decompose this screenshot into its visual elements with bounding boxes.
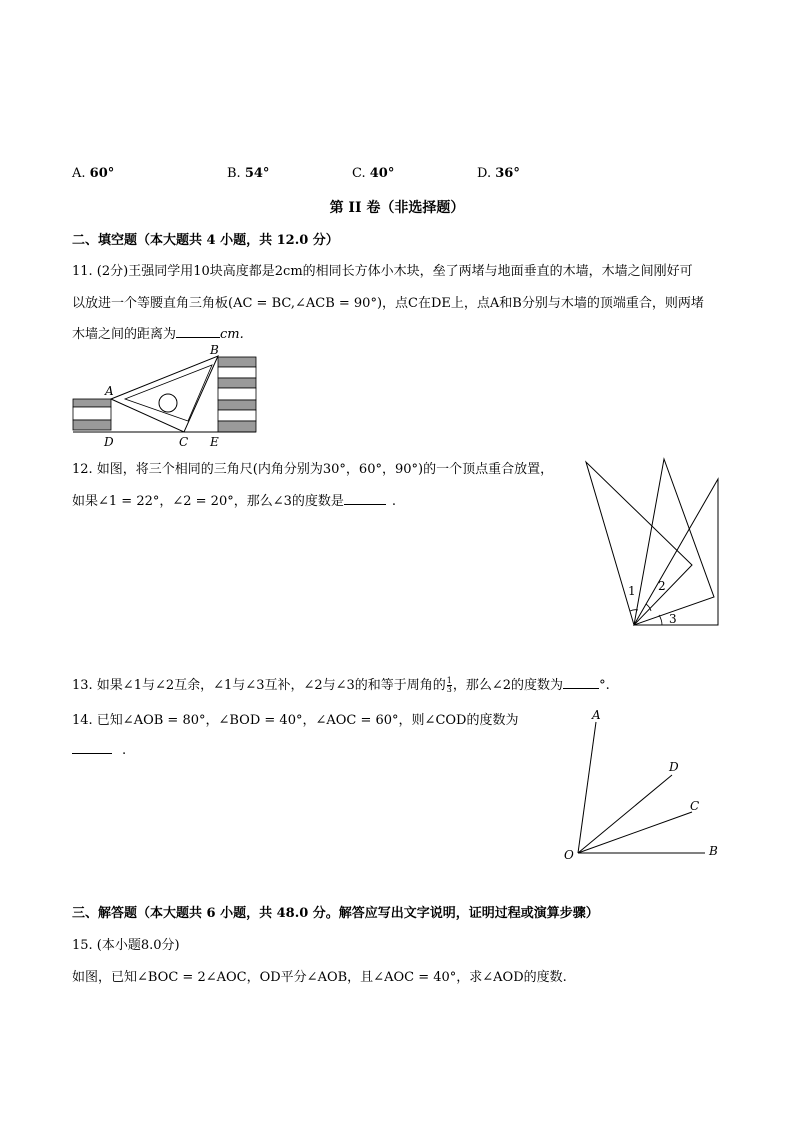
option-d-letter: D.	[477, 166, 492, 181]
option-c	[352, 166, 394, 181]
q14-line2-post: .	[122, 743, 127, 758]
label-d: D	[104, 435, 114, 449]
angle3-label: 3	[669, 612, 677, 626]
option-a-letter: A.	[72, 166, 86, 181]
q15-line2: 如图，已知∠BOC = 2∠AOC，OD平分∠AOB，且∠AOC = 40°，求∠AOD的度数.	[72, 970, 567, 985]
option-b	[227, 166, 269, 181]
label-b: B	[210, 343, 219, 357]
q11-line3-post: cm.	[220, 327, 244, 342]
label-a: A	[105, 384, 114, 398]
option-b-value: 54°	[244, 166, 270, 181]
label-c: C	[690, 799, 700, 813]
q14-figure	[555, 700, 735, 870]
section2-header: 二、填空题（本大题共 4 小题，共 12.0 分）	[72, 233, 339, 248]
q11-line3-pre: 木墙之间的距离为	[72, 327, 177, 342]
ray-od	[578, 775, 672, 853]
right-wall	[218, 357, 256, 432]
angle1-label: 1	[628, 584, 636, 598]
q13-answer-blank[interactable]	[563, 676, 599, 689]
q12-line2-post: .	[391, 494, 397, 509]
set-square-inner	[125, 365, 212, 421]
label-c: C	[179, 435, 189, 449]
q13-post: °.	[599, 678, 610, 693]
q13-pre: 13. 如果∠1与∠2互余，∠1与∠3互补，∠2与∠3的和等于周角的	[72, 678, 446, 693]
q11-line2: 以放进一个等腰直角三角板(AC = BC,∠ACB = 90°)，点C在DE上，点A和B分别与木墙的顶端重合，则两堵	[72, 296, 704, 311]
option-c-letter: C.	[352, 166, 366, 181]
label-e: E	[210, 435, 219, 449]
q14-answer-blank[interactable]	[72, 741, 112, 754]
option-b-letter: B.	[227, 166, 241, 181]
q11-answer-blank[interactable]	[176, 325, 220, 338]
label-a: A	[592, 708, 601, 722]
left-wall	[73, 399, 111, 430]
triangle-ruler-3	[634, 479, 718, 625]
q12-line1: 12. 如图，将三个相同的三角尺(内角分别为30°，60°，90°)的一个顶点重合放置，	[72, 462, 554, 477]
option-d-value: 36°	[495, 166, 520, 181]
ray-oa	[578, 722, 596, 853]
label-d: D	[669, 760, 679, 774]
q11-figure	[70, 343, 270, 451]
option-c-value: 40°	[369, 166, 395, 181]
q13-line	[72, 674, 610, 694]
angle3-arc	[659, 615, 662, 625]
q11-line3	[72, 323, 244, 342]
q11-line1: 11. (2分)王强同学用10块高度都是2cm的相同长方体小木块，垒了两堵与地面垂直的木墙，木墙之间刚好可	[72, 264, 693, 279]
q15-line1: 15. (本小题8.0分)	[72, 938, 180, 953]
q12-line2	[72, 490, 396, 509]
part2-title: 第 II 卷（非选择题）	[329, 200, 465, 216]
label-o: O	[564, 848, 574, 862]
q12-answer-blank[interactable]	[344, 492, 386, 505]
option-a-value: 60°	[89, 166, 115, 181]
q13-frac-num: 1	[446, 676, 452, 685]
set-square-outer	[111, 356, 218, 432]
q13-frac-den: 3	[446, 685, 452, 694]
q13-mid: ，那么∠2的度数为	[452, 678, 564, 693]
triangle-ruler-2	[634, 459, 714, 625]
angle2-label: 2	[658, 579, 666, 593]
set-square-hole	[159, 394, 177, 412]
q12-figure	[580, 455, 726, 630]
q12-line2-pre: 如果∠1 = 22°，∠2 = 20°，那么∠3的度数是	[72, 494, 344, 509]
ray-oc	[578, 812, 692, 853]
q13-fraction	[447, 677, 452, 694]
label-b: B	[709, 844, 718, 858]
q14-line2	[72, 741, 126, 758]
option-a	[72, 166, 114, 181]
q14-line1: 14. 已知∠AOB = 80°，∠BOD = 40°，∠AOC = 60°，则∠COD的度数为	[72, 713, 519, 728]
triangle-ruler-1	[586, 462, 692, 625]
option-d	[477, 166, 520, 181]
section3-header: 三、解答题（本大题共 6 小题，共 48.0 分。解答应写出文字说明，证明过程或演算步骤）	[72, 906, 599, 921]
